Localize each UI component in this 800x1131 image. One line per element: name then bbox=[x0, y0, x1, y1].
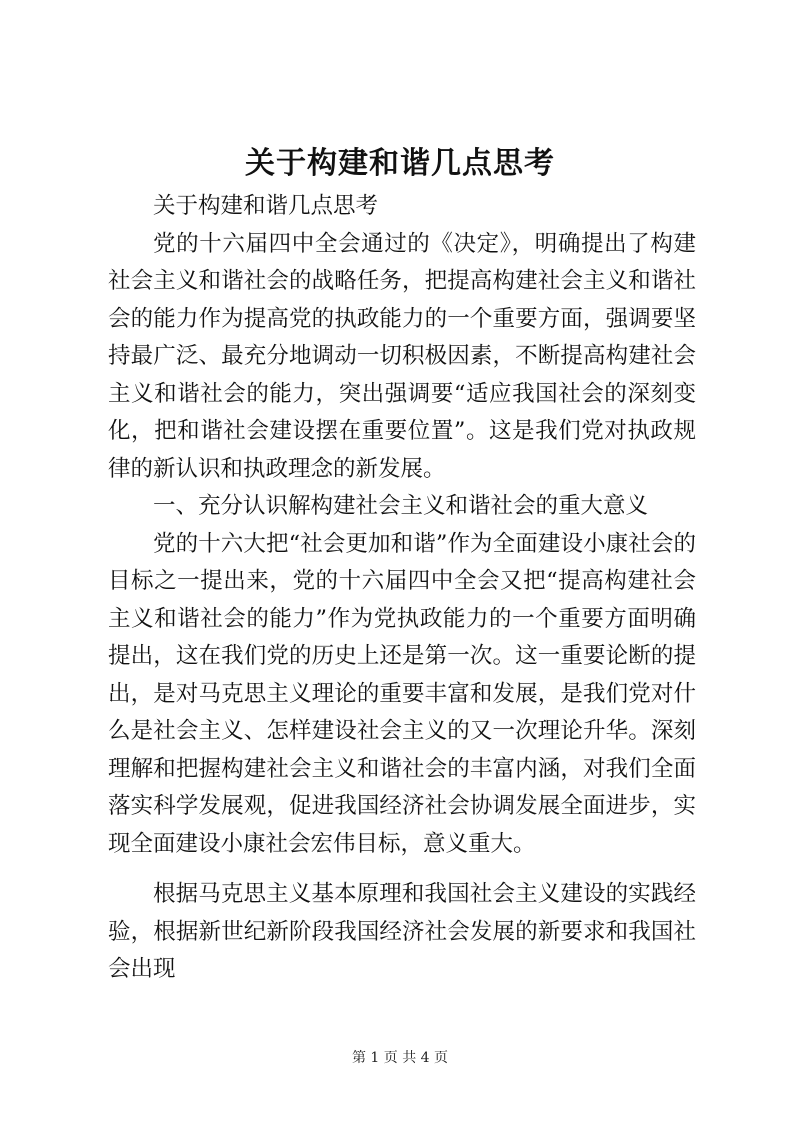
document-title: 关于构建和谐几点思考 bbox=[245, 146, 555, 181]
document-body bbox=[108, 188, 696, 989]
section-heading: 一、充分认识解构建社会主义和谐社会的重大意义 bbox=[153, 493, 649, 519]
page-footer: 第 1 页 共 4 页 bbox=[351, 1050, 449, 1066]
body-paragraph: 党的十六大把“社会更加和谐”作为全面建设小康社会的目标之一提出来，党的十六届四中全会又把“提高构建社会主义和谐社会的能力”作为党执政能力的一个重要方面明确提出，这在我们党的历史上还是第一次。这一重要论断的提出，是对马克思主义理论的重要丰富和发展，是我们党对什么是社会主义、怎样建设社会主义的又一次理论升华。深刻理解和把握构建社会主义和谐社会的丰富内涵，对我们全面落实科学发展观，促进我国经济社会协调发展全面进步，实现全面建设小康社会宏伟目标，意义重大。 bbox=[108, 530, 696, 857]
body-paragraph: 根据马克思主义基本原理和我国社会主义建设的实践经验，根据新世纪新阶段我国经济社会发展的新要求和我国社会出现 bbox=[108, 881, 696, 982]
intro-paragraph: 党的十六届四中全会通过的《决定》，明确提出了构建社会主义和谐社会的战略任务，把提高构建社会主义和谐社会的能力作为提高党的执政能力的一个重要方面，强调要坚持最广泛、最充分地调动一切积极因素，不断提高构建社会主义和谐社会的能力，突出强调要“适应我国社会的深刻变化，把和谐社会建设摆在重要位置”。这是我们党对执政规律的新认识和执政理念的新发展。 bbox=[108, 230, 696, 482]
subtitle-paragraph: 关于构建和谐几点思考 bbox=[153, 193, 379, 219]
